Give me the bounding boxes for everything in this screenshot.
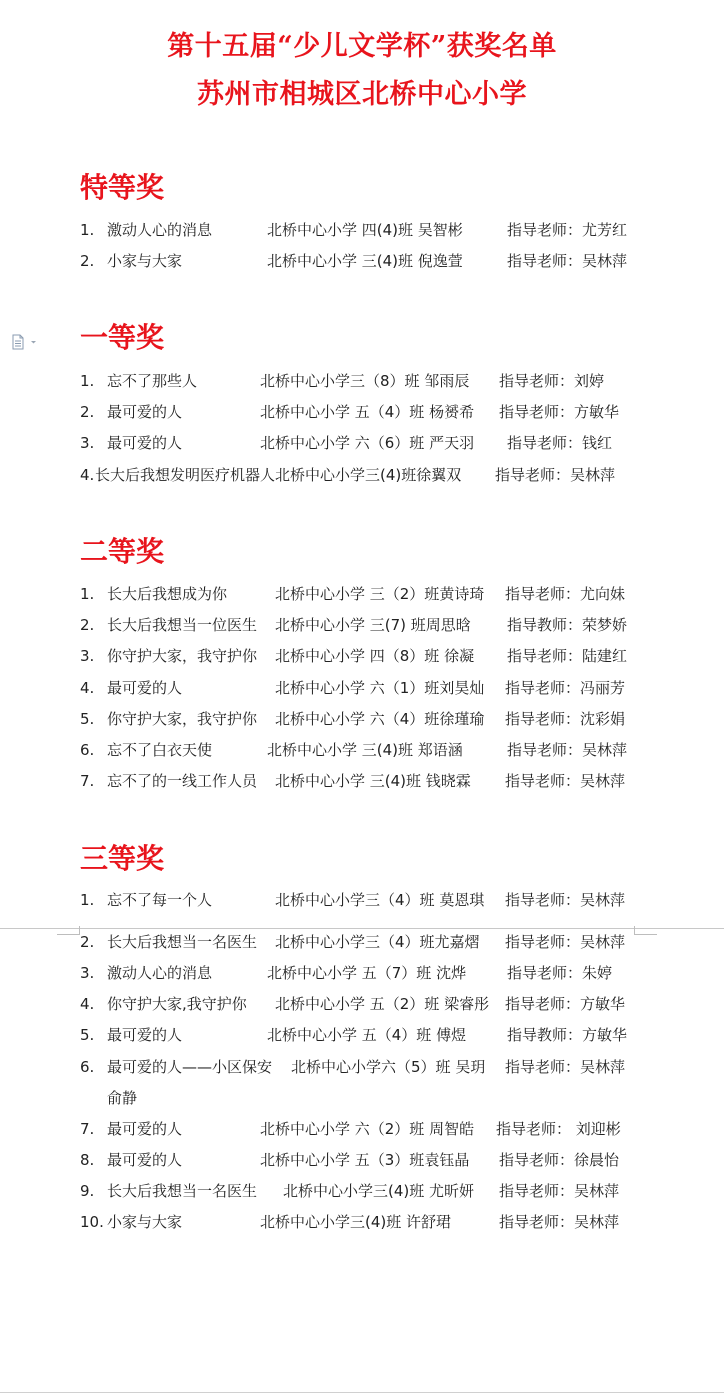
work-title: 长大后我想发明医疗机器人北桥中心小学三(4)班徐翼双 [95, 466, 462, 484]
work-title: 最可爱的人——小区保安 [107, 1058, 273, 1076]
teacher: 指导老师：吴林萍 [495, 466, 616, 484]
work-title: 长大后我想当一名医生 [107, 933, 258, 951]
work-title: 最可爱的人 [107, 1026, 183, 1044]
school-class-student: 北桥中心小学三(4)班 许舒珺 [260, 1213, 452, 1231]
school-class-student: 北桥中心小学三(4)班 尤昕妍 [283, 1182, 475, 1200]
item-number: 10. [80, 1213, 104, 1231]
school-class-student: 北桥中心小学 四(4)班 吴智彬 [267, 221, 463, 239]
work-title: 长大后我想当一位医生 [107, 616, 258, 634]
teacher: 指导老师：吴林萍 [507, 252, 628, 270]
teacher: 指导教师：方敏华 [507, 1026, 628, 1044]
teacher: 指导老师：钱红 [507, 434, 613, 452]
list-item [80, 614, 640, 636]
list-item [80, 464, 640, 486]
teacher: 指导老师：吴林萍 [505, 1058, 626, 1076]
school-class-student: 北桥中心小学 五（4）班 杨赟希 [260, 403, 475, 421]
work-title: 你守护大家,我守护你 [107, 995, 247, 1013]
item-number: 1. [80, 585, 95, 603]
work-title: 最可爱的人 [107, 434, 183, 452]
item-number: 5. [80, 710, 95, 728]
list-item [80, 962, 640, 984]
school-class-student: 北桥中心小学 六（1）班刘昊灿 [275, 679, 485, 697]
teacher: 指导老师：陆建红 [507, 647, 628, 665]
document-title: 第十五届“少儿文学杯”获奖名单 [167, 31, 557, 62]
teacher: 指导老师：冯丽芳 [505, 679, 626, 697]
page-break-line [0, 928, 724, 929]
list-item [80, 931, 640, 953]
list-item [80, 739, 640, 761]
list-item [80, 645, 640, 667]
work-title: 最可爱的人 [107, 403, 183, 421]
work-title: 最可爱的人 [107, 679, 183, 697]
school-class-student: 北桥中心小学 六（6）班 严天羽 [260, 434, 475, 452]
item-number: 2. [80, 933, 95, 951]
teacher: 指导老师： 刘迎彬 [496, 1120, 621, 1138]
teacher: 指导老师：尤向妹 [505, 585, 626, 603]
item-number: 9. [80, 1182, 95, 1200]
list-item [80, 770, 640, 792]
work-title: 你守护大家，我守护你 [107, 710, 258, 728]
teacher: 指导老师：吴林萍 [499, 1213, 620, 1231]
school-class-student: 北桥中心小学三（8）班 邹雨辰 [260, 372, 470, 390]
work-title: 长大后我想当一名医生 [107, 1182, 258, 1200]
school-class-student: 北桥中心小学 三(4)班 钱晓霖 [275, 772, 471, 790]
work-title: 长大后我想成为你 [107, 585, 228, 603]
list-item [80, 1149, 640, 1171]
list-item [80, 993, 640, 1015]
school-class-student: 北桥中心小学 三(7) 班周思晗 [275, 616, 471, 634]
school-class-student: 北桥中心小学 六（4）班徐瑾瑜 [275, 710, 485, 728]
list-item [80, 1211, 640, 1233]
item-number: 1. [80, 891, 95, 909]
school-class-student: 北桥中心小学 五（4）班 傅煜 [267, 1026, 467, 1044]
list-item [80, 708, 640, 730]
school-class-student: 北桥中心小学三（4）班 莫恩琪 [275, 891, 485, 909]
teacher: 指导老师：沈彩娟 [505, 710, 626, 728]
school-class-student: 北桥中心小学 五（3）班袁钰晶 [260, 1151, 470, 1169]
item-number: 2. [80, 403, 95, 421]
document-icon[interactable] [11, 334, 39, 350]
item-number: 5. [80, 1026, 95, 1044]
list-item [80, 219, 640, 241]
work-title: 小家与大家 [107, 1213, 183, 1231]
page-bottom-border [0, 1392, 724, 1393]
school-class-student: 北桥中心小学 五（7）班 沈烨 [267, 964, 467, 982]
section-heading-third: 三等奖 [80, 842, 165, 875]
school-class-student: 北桥中心小学 三(4)班 倪逸萱 [267, 252, 463, 270]
section-heading-special: 特等奖 [80, 171, 165, 204]
work-title: 忘不了白衣天使 [107, 741, 213, 759]
list-item [80, 432, 640, 454]
school-class-student: 北桥中心小学 三（2）班黄诗琦 [275, 585, 485, 603]
item-number: 6. [80, 1058, 95, 1076]
item-number: 2. [80, 252, 95, 270]
list-item [80, 1180, 640, 1202]
section-heading-second: 二等奖 [80, 535, 165, 568]
work-title: 忘不了那些人 [107, 372, 198, 390]
school-class-student: 北桥中心小学 六（2）班 周智皓 [260, 1120, 475, 1138]
page-corner-mark [57, 926, 80, 935]
list-item [80, 1118, 640, 1140]
school-class-student: 北桥中心小学六（5）班 吴玥 [291, 1058, 486, 1076]
item-number: 4. [80, 995, 95, 1013]
list-item [80, 677, 640, 699]
item-number: 3. [80, 964, 95, 982]
list-item [80, 401, 640, 423]
work-title: 激动人心的消息 [107, 221, 213, 239]
school-class-student: 北桥中心小学三（4）班尤嘉熠 [275, 933, 480, 951]
school-class-student: 北桥中心小学 五（2）班 梁睿彤 [275, 995, 490, 1013]
teacher: 指导老师：徐晨怡 [499, 1151, 620, 1169]
teacher: 指导老师：吴林萍 [505, 891, 626, 909]
item-number: 7. [80, 772, 95, 790]
item-number: 3. [80, 434, 95, 452]
teacher: 指导老师：方敏华 [499, 403, 620, 421]
teacher: 指导教师：荣梦娇 [507, 616, 628, 634]
list-item [80, 889, 640, 911]
teacher: 指导老师：吴林萍 [505, 933, 626, 951]
item-number: 2. [80, 616, 95, 634]
item-number: 6. [80, 741, 95, 759]
item-number: 3. [80, 647, 95, 665]
work-title: 忘不了的一线工作人员 [107, 772, 258, 790]
item-number: 4. [80, 466, 95, 484]
list-item [80, 583, 640, 605]
item-number: 7. [80, 1120, 95, 1138]
continuation-text: 俞静 [107, 1089, 138, 1107]
teacher: 指导老师：吴林萍 [499, 1182, 620, 1200]
list-item [80, 1056, 640, 1078]
school-name: 苏州市相城区北桥中心小学 [197, 79, 527, 110]
school-class-student: 北桥中心小学 三(4)班 郑语涵 [267, 741, 463, 759]
work-title: 你守护大家，我守护你 [107, 647, 258, 665]
teacher: 指导老师：尤芳红 [507, 221, 628, 239]
work-title: 最可爱的人 [107, 1151, 183, 1169]
teacher: 指导老师：吴林萍 [507, 741, 628, 759]
teacher: 指导老师：方敏华 [505, 995, 626, 1013]
item-number: 4. [80, 679, 95, 697]
work-title: 小家与大家 [107, 252, 183, 270]
list-item [80, 370, 640, 392]
item-number: 8. [80, 1151, 95, 1169]
teacher: 指导老师：吴林萍 [505, 772, 626, 790]
item-number: 1. [80, 221, 95, 239]
item-number: 1. [80, 372, 95, 390]
teacher: 指导老师：刘婷 [499, 372, 605, 390]
teacher: 指导老师：朱婷 [507, 964, 613, 982]
work-title: 忘不了每一个人 [107, 891, 213, 909]
work-title: 激动人心的消息 [107, 964, 213, 982]
list-item [80, 1024, 640, 1046]
section-heading-first: 一等奖 [80, 321, 165, 354]
work-title: 最可爱的人 [107, 1120, 183, 1138]
school-class-student: 北桥中心小学 四（8）班 徐凝 [275, 647, 475, 665]
list-item [80, 250, 640, 272]
